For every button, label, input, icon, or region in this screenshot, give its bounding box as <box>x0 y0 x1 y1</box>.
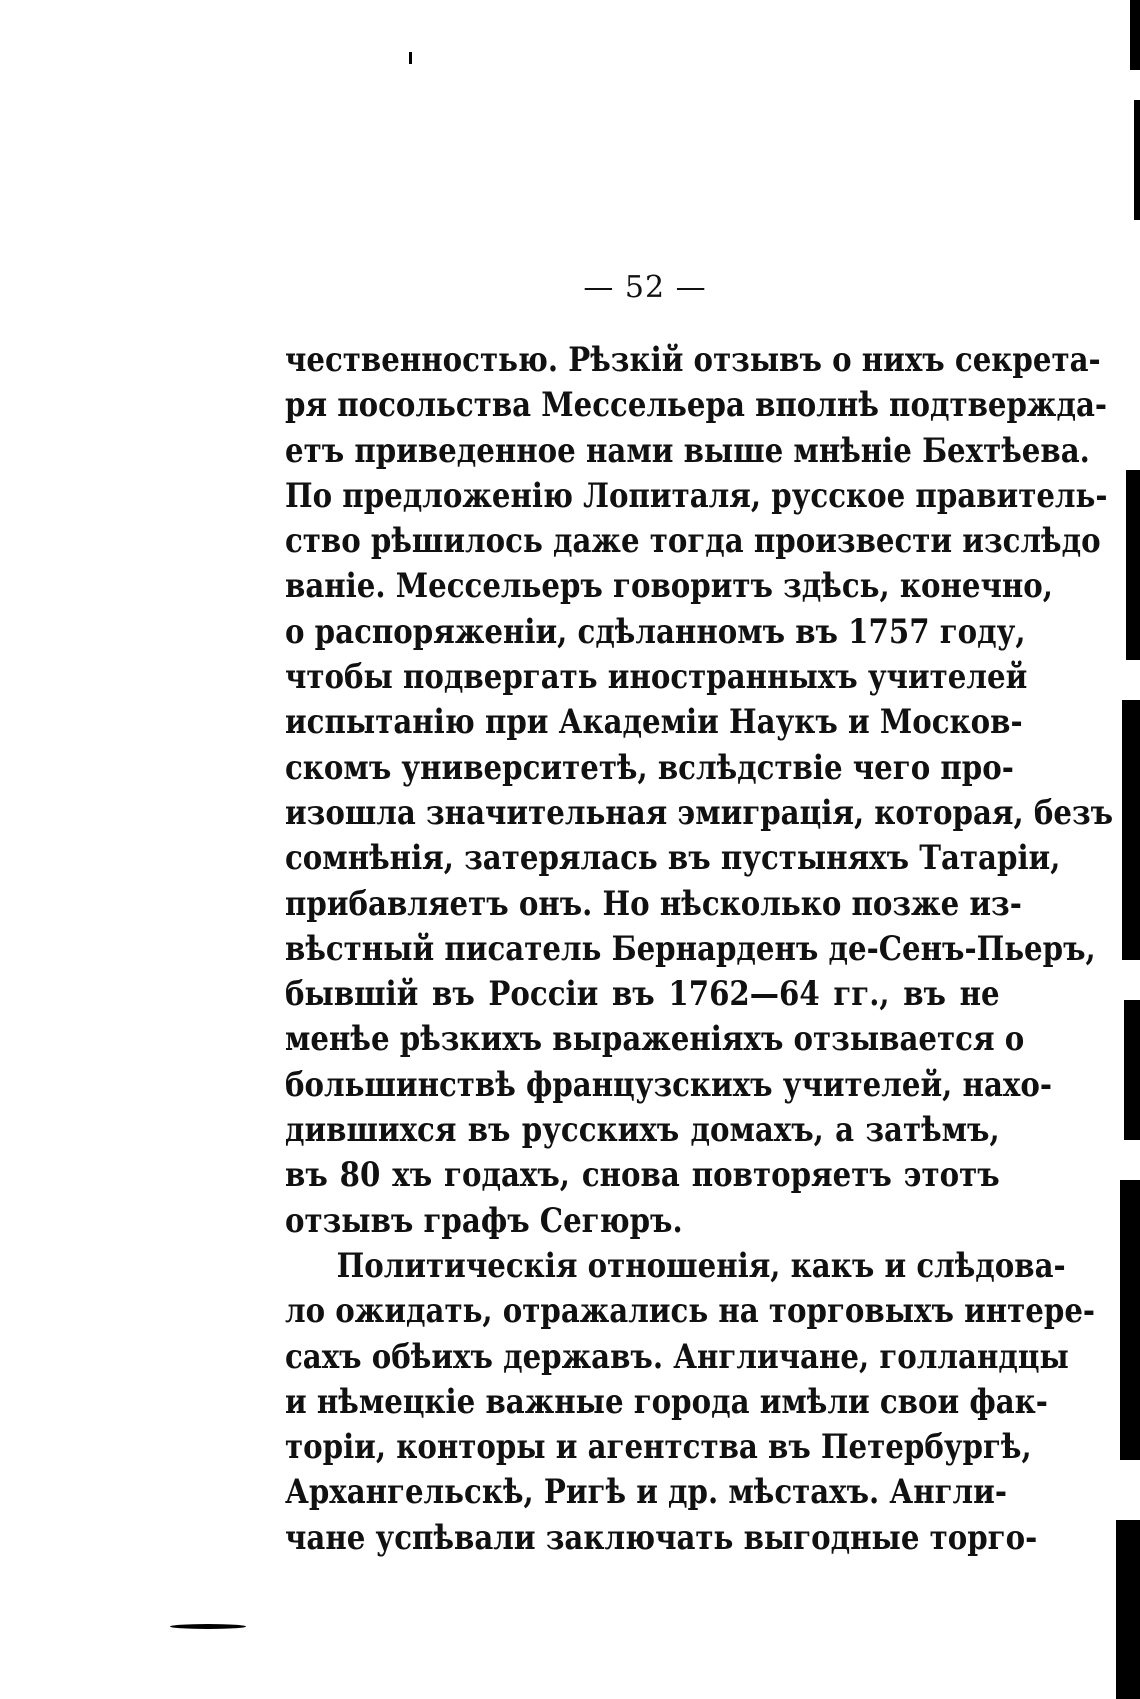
scan-speck <box>409 52 412 64</box>
text-line: етъ приведенное нами выше мнѣніе Бехтѣева. <box>285 430 1090 471</box>
text-line: сомнѣнія, затерялась въ пустыняхъ Татаріи, <box>285 838 1061 879</box>
text-line: бывшій въ Россіи въ 1762—64 гг., въ не <box>285 974 1000 1015</box>
page-number: — 52 — <box>583 270 707 305</box>
text-line: Архангельскѣ, Ригѣ и др. мѣстахъ. Англи- <box>285 1472 1007 1513</box>
page-edge-shadow <box>1126 470 1140 660</box>
page-edge-shadow <box>1124 1000 1140 1140</box>
text-line: чественностью. Рѣзкій отзывъ о нихъ секрета- <box>285 340 1101 380</box>
text-line: менѣе рѣзкихъ выраженіяхъ отзывается о <box>285 1019 1025 1060</box>
text-line: въ 80 хъ годахъ, снова повторяетъ этотъ <box>285 1155 1000 1196</box>
page-edge-shadow <box>1130 0 1140 70</box>
text-line: По предложенію Лопиталя, русское правитель- <box>285 475 1108 516</box>
text-line: вѣстный писатель Бернарденъ де-Сенъ-Пьеръ, <box>285 928 1096 969</box>
text-line: и нѣмецкіе важные города имѣли свои фак- <box>285 1381 1048 1422</box>
text-line: чане успѣвали заключать выгодные торго- <box>285 1517 1038 1558</box>
text-line: Политическія отношенія, какъ и слѣдова- <box>336 1245 1066 1286</box>
text-line: дившихся въ русскихъ домахъ, а затѣмъ, <box>285 1110 1000 1151</box>
page-edge-shadow <box>1122 700 1140 960</box>
text-line: чтобы подвергать иностранныхъ учителей <box>285 657 1028 698</box>
text-line: ство рѣшилось даже тогда произвести изслѣдо <box>285 521 1101 562</box>
text-line: большинствѣ французскихъ учителей, нахо- <box>285 1064 1052 1105</box>
text-line: прибавляетъ онъ. Но нѣсколько позже из- <box>285 883 1022 924</box>
text-line: сахъ обѣихъ державъ. Англичане, голландцы <box>285 1336 1069 1377</box>
page-edge-shadow <box>1116 1520 1140 1699</box>
page-edge-shadow <box>1134 100 1140 220</box>
text-line: отзывъ графъ Сегюръ. <box>285 1200 683 1241</box>
text-line: о распоряженіи, сдѣланномъ въ 1757 году, <box>285 611 1026 652</box>
scan-smudge <box>170 1624 246 1629</box>
body-text <box>285 338 1114 1561</box>
text-line: торіи, конторы и агентства въ Петербургѣ, <box>285 1427 1032 1468</box>
text-line: изошла значительная эмиграція, которая, безъ <box>285 792 1114 833</box>
page-edge-shadow <box>1120 1180 1140 1460</box>
text-line: скомъ университетѣ, вслѣдствіе чего про- <box>285 747 1014 788</box>
text-line: испытанію при Академіи Наукъ и Москов- <box>285 702 1023 743</box>
text-line: ло ожидать, отражались на торговыхъ интере- <box>285 1291 1096 1332</box>
text-line: ваніе. Мессельеръ говоритъ здѣсь, конечно, <box>285 566 1053 607</box>
text-line: ря посольства Мессельера вполнѣ подтвержда- <box>285 385 1108 426</box>
